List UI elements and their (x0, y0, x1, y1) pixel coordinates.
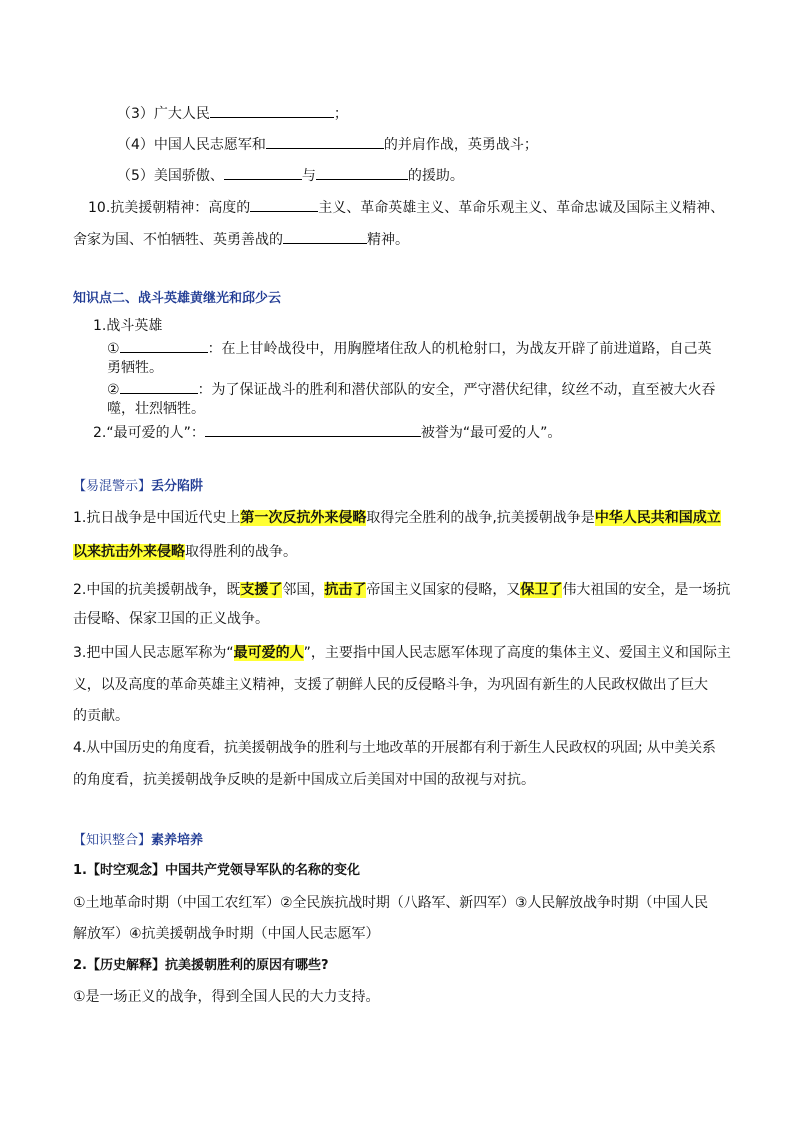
item-text: 10.抗美援朝精神：高度的 (88, 200, 251, 216)
answer-blank[interactable] (120, 337, 208, 353)
highlight: 以来抗击外来侵略 (73, 544, 185, 560)
warning-p3 (73, 643, 731, 663)
text: 取得完全胜利的战争,抗美援朝战争是 (366, 510, 595, 526)
text: 邻国， (282, 582, 325, 598)
question-number: 1. (73, 863, 87, 878)
question-text: 中国共产党领导军队的名称的变化 (165, 863, 361, 878)
hero-text: ：在上甘岭战役中，用胸膛堵住敌人的机枪射口，为战友开辟了前进道路，自己英 (207, 341, 712, 357)
text: 取得胜利的战争。 (185, 544, 297, 560)
item-text: 主义、革命英雄主义、革命乐观主义、革命忠诚及国际主义精神、 (318, 200, 725, 216)
highlight: 支援了 (240, 582, 283, 598)
text: 2.中国的抗美援朝战争，既 (73, 582, 241, 598)
warning-p1-cont (73, 542, 297, 562)
fill-item-5 (117, 164, 464, 186)
question-number: 2. (73, 958, 87, 973)
warning-heading (73, 477, 203, 497)
item-text: 舍家为国、不怕牺牲、英勇善战的 (73, 232, 283, 248)
circled-number: ① (107, 341, 120, 357)
section-title: 知识点二、战斗英雄黄继光和邱少云 (73, 291, 282, 306)
question-1 (73, 861, 360, 881)
question-2 (73, 956, 329, 976)
question-2-body: ①是一场正义的战争，得到全国人民的大力支持。 (73, 989, 380, 1005)
hero-item-1 (107, 337, 712, 359)
answer-blank[interactable] (210, 102, 334, 118)
highlight: 中华人民共和国成立 (594, 510, 721, 526)
hero-text: ：为了保证战斗的胜利和潜伏部队的安全，严守潜伏纪律，纹丝不动，直至被大火吞 (197, 382, 716, 398)
question-text: 抗美援朝胜利的原因有哪些? (165, 958, 329, 973)
text: 伟大祖国的安全，是一场抗 (562, 582, 731, 598)
item-text: 2.“最可爱的人”： (93, 425, 205, 441)
item-text: （4）中国人民志愿军和 (117, 137, 266, 153)
warning-p2 (73, 580, 730, 600)
hero-item-2 (107, 378, 716, 400)
integration-heading (73, 831, 203, 851)
answer-blank[interactable] (266, 133, 384, 149)
highlight: 第一次反抗外来侵略 (240, 510, 367, 526)
text: 帝国主义国家的侵略，又 (366, 582, 521, 598)
question-tag: 【时空观念】 (86, 863, 165, 878)
highlight: 最可爱的人 (233, 645, 304, 661)
question-tag: 【历史解释】 (86, 958, 165, 973)
item-text: ； (333, 106, 348, 122)
fill-item-10-cont (73, 228, 409, 250)
warning-p3-cont: 义，以及高度的革命英雄主义精神，支援了朝鲜人民的反侵略斗争，为巩固有新生的人民政权做出了巨大 (73, 677, 708, 693)
hero-item-1-cont: 勇牺牲。 (107, 360, 163, 376)
item-text: 与 (301, 168, 316, 184)
warning-p4: 4.从中国历史的角度看，抗美援朝战争的胜利与土地改革的开展都有利于新生人民政权的巩固; 从中美关系 (73, 740, 716, 756)
question-1-body: ①土地革命时期（中国工农红军）②全民族抗战时期（八路军、新四军）③人民解放战争时期（中国人民 (73, 895, 709, 911)
highlight: 保卫了 (520, 582, 563, 598)
circled-number: ② (107, 382, 120, 398)
warning-p4-cont: 的角度看，抗美援朝战争反映的是新中国成立后美国对中国的敌视与对抗。 (73, 772, 535, 788)
item-text: （3）广大人民 (117, 106, 210, 122)
answer-blank[interactable] (120, 378, 198, 394)
highlight: 抗击了 (324, 582, 367, 598)
most-lovable-item (93, 421, 561, 443)
question-1-body-cont: 解放军）④抗美援朝战争时期（中国人民志愿军） (73, 926, 380, 942)
answer-blank[interactable] (283, 228, 367, 244)
item-text: 被誉为“最可爱的人”。 (420, 425, 562, 441)
warning-p2-cont: 击侵略、保家卫国的正义战争。 (73, 611, 269, 627)
fill-item-10 (88, 196, 724, 218)
answer-blank[interactable] (205, 421, 421, 437)
heading-title: 丢分陷阱 (151, 479, 204, 494)
hero-item-2-cont: 噬，壮烈牺牲。 (107, 401, 205, 417)
item-text: 精神。 (367, 232, 409, 248)
warning-p1 (73, 508, 721, 528)
text: 3.把中国人民志愿军称为“ (73, 645, 234, 661)
answer-blank[interactable] (316, 164, 408, 180)
heading-title: 素养培养 (151, 833, 204, 848)
text: 1.抗日战争是中国近代史上 (73, 510, 241, 526)
item-text: 的援助。 (407, 168, 464, 184)
fill-item-4 (117, 133, 538, 155)
fill-item-3 (117, 102, 348, 124)
subheading: 1.战斗英雄 (93, 318, 163, 334)
warning-p3-cont2: 的贡献。 (73, 708, 129, 724)
answer-blank[interactable] (224, 164, 302, 180)
answer-blank[interactable] (250, 196, 318, 212)
item-text: （5）美国骄傲、 (117, 168, 224, 184)
item-text: 的并肩作战，英勇战斗； (383, 137, 538, 153)
heading-bracket: 【易混警示】 (73, 479, 152, 494)
text: ”，主要指中国人民志愿军体现了高度的集体主义、爱国主义和国际主 (303, 645, 731, 661)
heading-bracket: 【知识整合】 (73, 833, 152, 848)
